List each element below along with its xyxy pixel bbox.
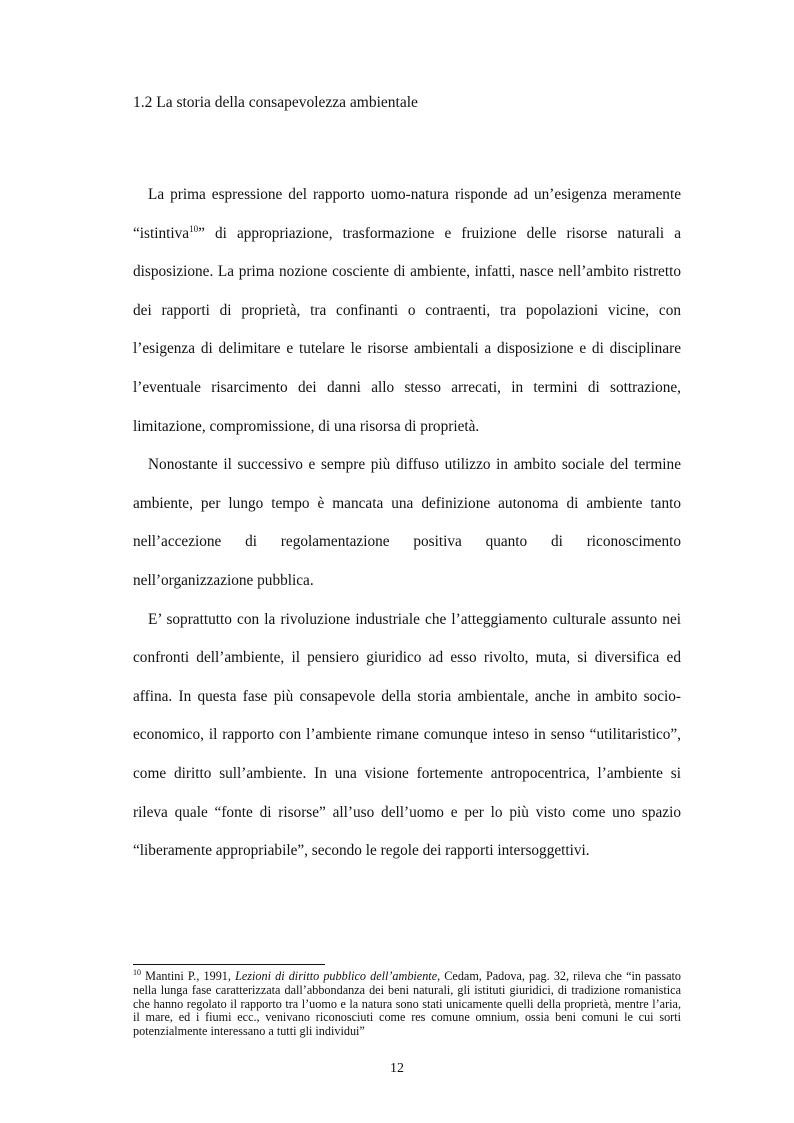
footnote-divider — [133, 964, 325, 965]
paragraph-1 — [133, 176, 681, 446]
page-number: 12 — [390, 1061, 404, 1076]
section-heading: 1.2 La storia della consapevolezza ambientale — [133, 94, 418, 111]
paragraph-3: E’ soprattutto con la rivoluzione industriale che l’atteggiamento culturale assunto nei confronti dell’ambiente, il pensiero giuridico ad esso rivolto, muta, si diversifica ed affina. In questa fase più consapevole della storia ambientale, anche in ambito socio-economico, il rapporto con l’ambiente rimane comunque inteso in senso “utilitaristico”, come diritto sull’ambiente. In una visione fortemente antropocentrica, l’ambiente si rileva quale “fonte di risorse” all’uso dell’uomo e per lo più visto come uno spazio “liberamente appropriabile”, secondo le regole dei rapporti intersoggettivi. — [133, 610, 681, 860]
footnote — [133, 967, 681, 1039]
footnote-number: 10 — [133, 967, 141, 977]
footnote-book-title: Lezioni di diritto pubblico dell’ambiente — [235, 969, 438, 983]
footnote-author: Mantini P., 1991, — [145, 969, 236, 983]
footnote-reference[interactable]: 10 — [189, 223, 199, 234]
footnote-text: , Cedam, Padova, pag. 32, rileva che “in passato nella lunga fase caratterizzata dall’abbondanza dei beni naturali, gli istituti giuridici, di tradizione romanistica che hanno regolato il rapporto tra l’uomo e la natura sono stati unicamente quelli della proprietà, mentre l’aria, il mare, ed i fiumi ecc., venivano riconosciuti come res comune omnium, ossia beni comuni le cui sorti potenzialmente interessano a tutti gli individui” — [133, 969, 681, 1039]
paragraph-2: Nonostante il successivo e sempre più diffuso utilizzo in ambito sociale del termine ambiente, per lungo tempo è mancata una definizione autonoma di ambiente tanto nell’accezione di regolamentazione positiva quanto di riconoscimento nell’organizzazione pubblica. — [133, 456, 681, 589]
paragraph-1-text-before-ref: La prima espressione del rapporto uomo-natura risponde ad un’esigenza meramente “istintiva — [133, 186, 681, 242]
body-text — [133, 176, 681, 871]
paragraph-1-text-after-ref: ” di appropriazione, trasformazione e fruizione delle risorse naturali a disposizione. La prima nozione cosciente di ambiente, infatti, nasce nell’ambito ristretto dei rapporti di proprietà, tra confinanti o contraenti, tra popolazioni vicine, con l’esigenza di delimitare e tutelare le risorse ambientali a disposizione e di disciplinare l’eventuale risarcimento dei danni allo stesso arrecati, in termini di sottrazione, limitazione, compromissione, di una risorsa di proprietà. — [133, 224, 681, 435]
